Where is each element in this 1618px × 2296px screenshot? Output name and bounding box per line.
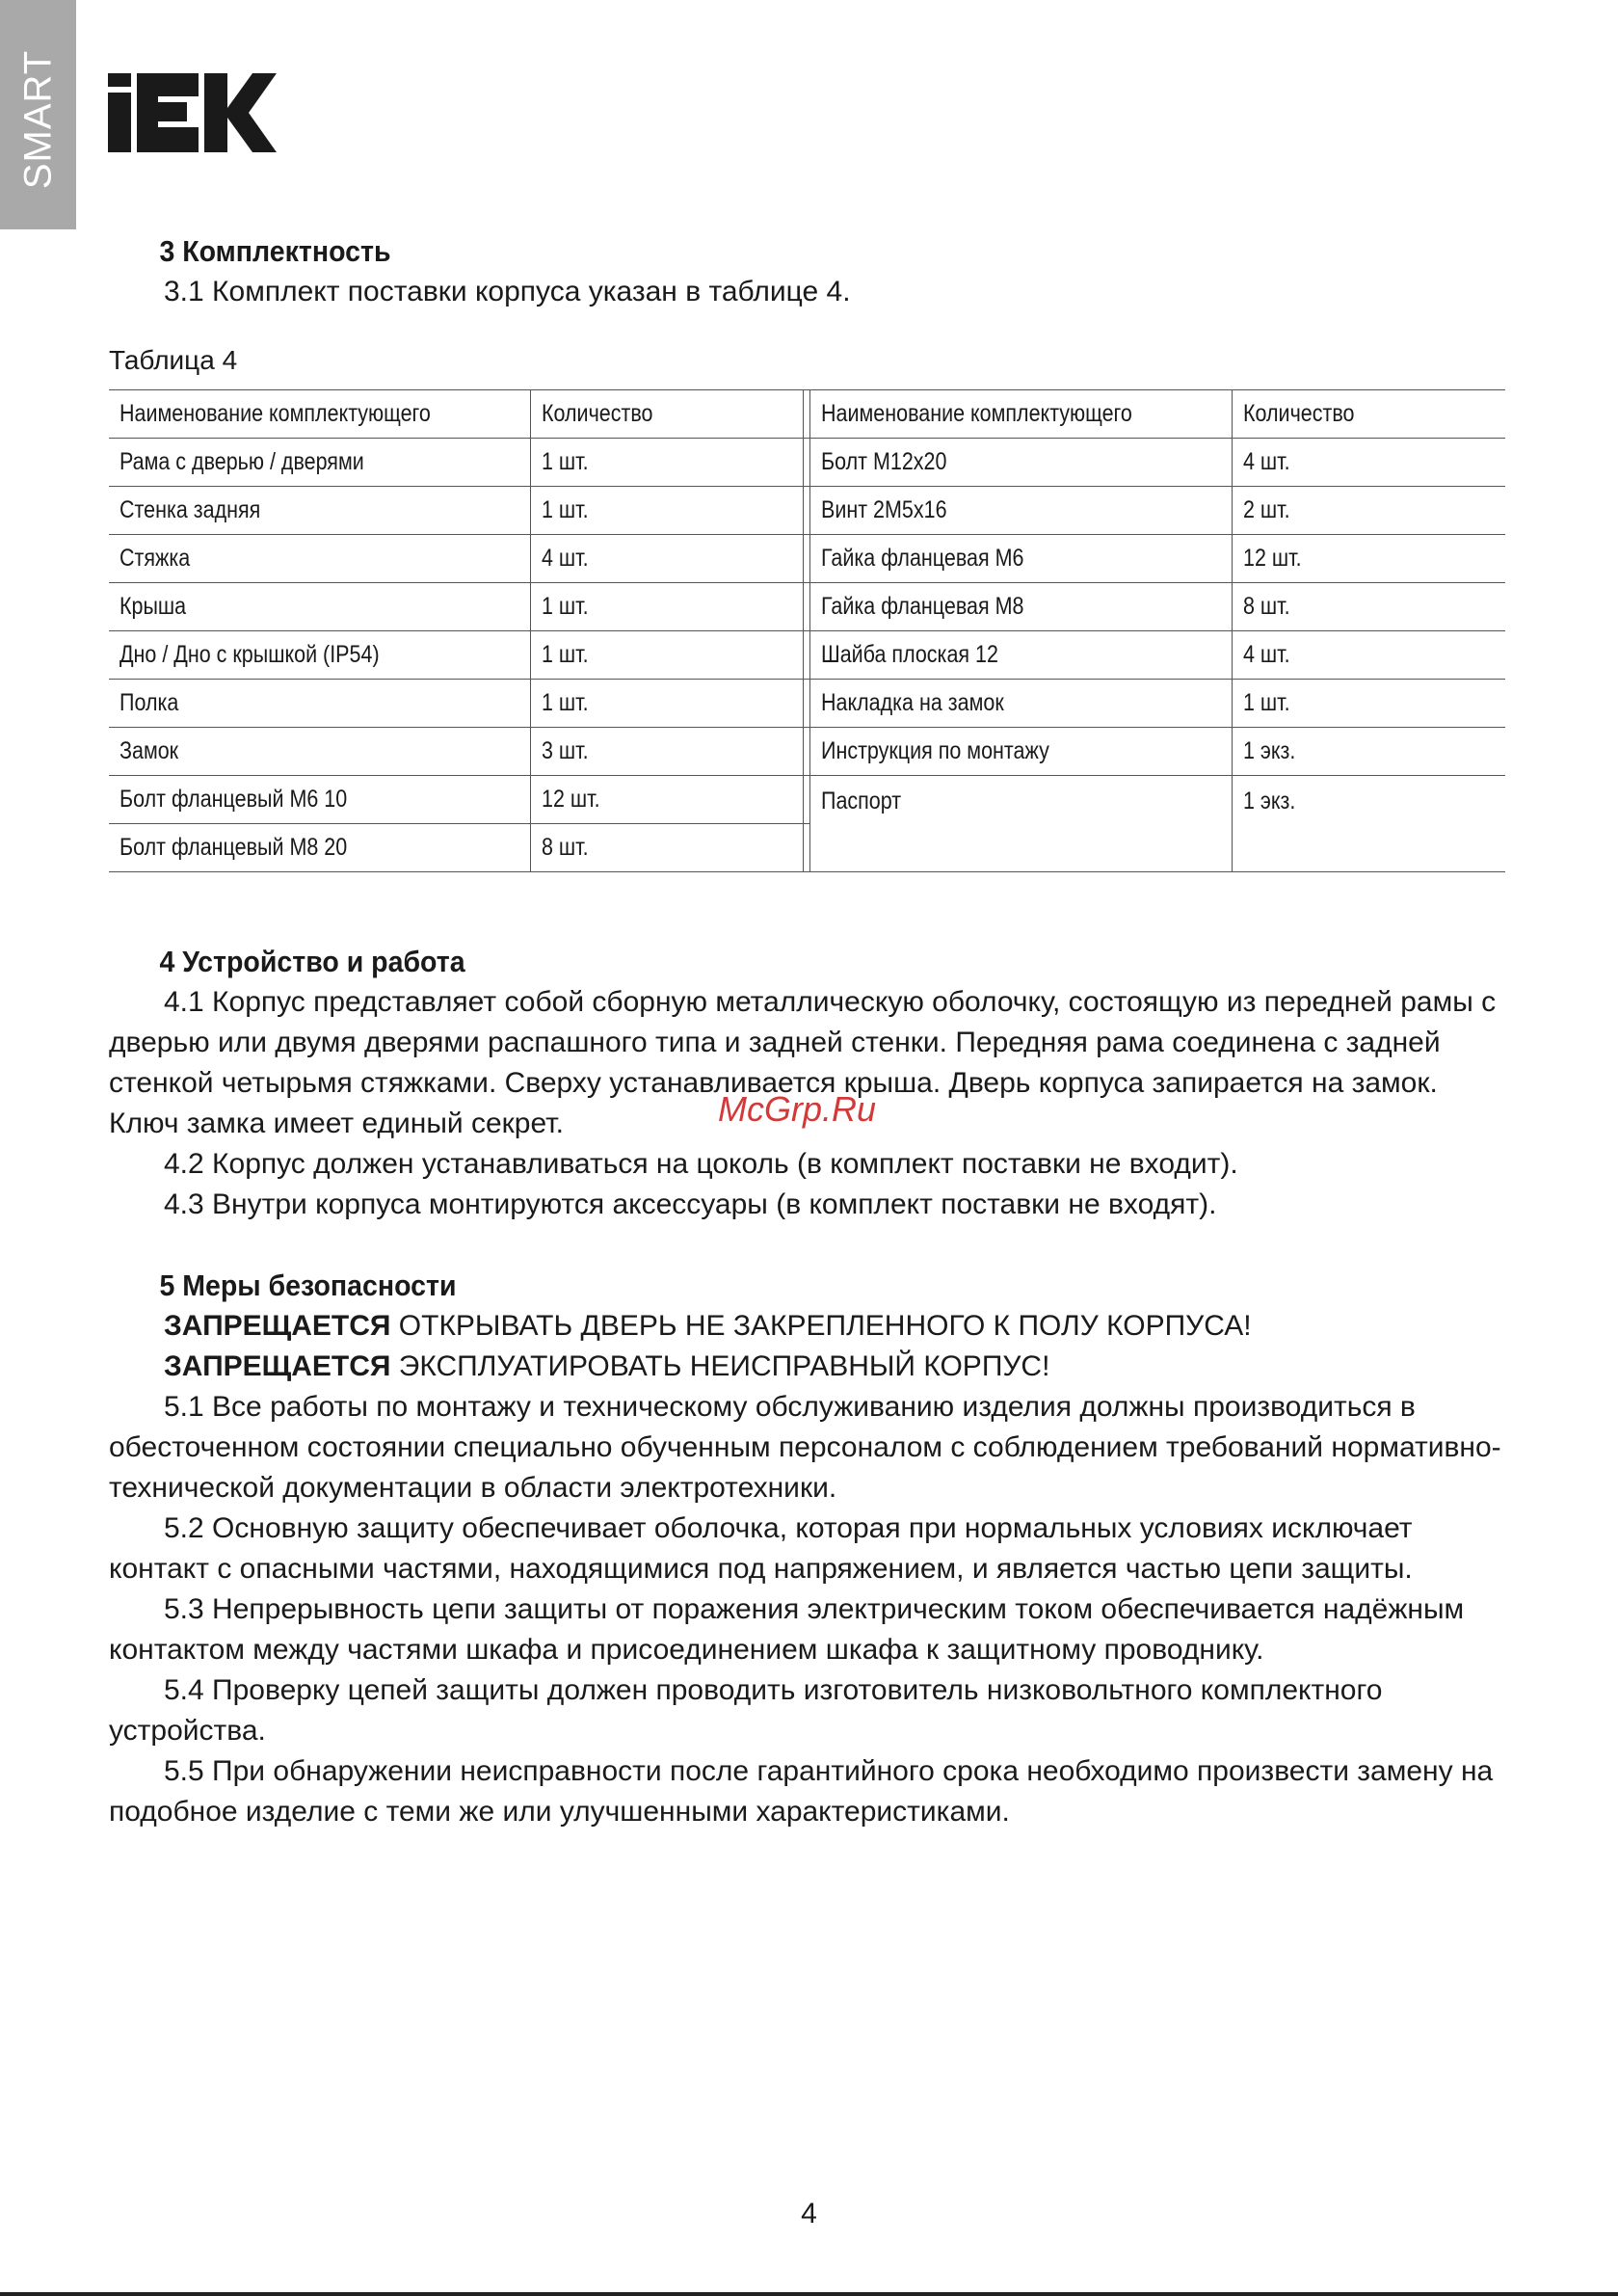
right-item-qty: 1 экз. (1243, 737, 1296, 764)
right-item-name: Гайка фланцевая М6 (821, 545, 1024, 572)
right-item-name: Шайба плоская 12 (821, 641, 999, 668)
table-caption: Таблица 4 (109, 345, 238, 375)
header-left-qty: Количество (541, 400, 653, 427)
iek-logo (108, 73, 277, 157)
page-number: 4 (801, 2198, 817, 2229)
header-right-qty: Количество (1243, 400, 1355, 427)
section-5-paragraph-5: 5.5 При обнаружении неисправности после гарантийного срока необходимо произвести замену на подобное изделие с теми же или улучшенными характеристиками. (109, 1755, 1494, 1828)
right-item-qty: 2 шт. (1243, 496, 1290, 523)
right-item-name: Паспорт (821, 788, 902, 814)
left-item-qty: 1 шт. (541, 641, 589, 668)
right-item-qty: 1 экз. (1243, 788, 1296, 814)
side-tab-label: SMART (16, 49, 60, 190)
left-item-qty: 4 шт. (541, 545, 589, 572)
warning-1-text: ОТКРЫВАТЬ ДВЕРЬ НЕ ЗАКРЕПЛЕННОГО К ПОЛУ КОРПУСА! (390, 1310, 1252, 1342)
section-5-paragraph-3: 5.3 Непрерывность цепи защиты от поражения электрическим током обеспечивается надёжным контактом между частями шкафа и присоединением шкафа к защитному проводнику. (109, 1593, 1465, 1666)
right-item-qty: 4 шт. (1243, 448, 1290, 475)
right-item-name: Накладка на замок (821, 689, 1005, 716)
right-item-name: Гайка фланцевая М8 (821, 593, 1024, 620)
table-row (109, 728, 1505, 776)
left-item-name: Стенка задняя (119, 496, 261, 523)
section-5-paragraph-1: 5.1 Все работы по монтажу и техническому обслуживанию изделия должны производиться в обесточенном состоянии специально обученным персоналом с соблюдением требований нормативно-технической документации в области электротехники. (109, 1391, 1501, 1504)
section-3-paragraph-1: 3.1 Комплект поставки корпуса указан в таблице 4. (164, 276, 851, 307)
right-item-qty: 4 шт. (1243, 641, 1290, 668)
section-5-paragraph-2: 5.2 Основную защиту обеспечивает оболочка, которая при нормальных условиях исключает контакт с опасными частями, находящимися под напряжением, и является частью цепи защиты. (109, 1512, 1413, 1585)
left-item-name: Полка (119, 689, 179, 716)
section-4-title: 4 Устройство и работа (159, 945, 465, 978)
left-item-name: Рама с дверью / дверями (119, 448, 364, 475)
right-item-name: Инструкция по монтажу (821, 737, 1050, 764)
table-row (109, 583, 1505, 631)
table-row (109, 776, 1505, 824)
right-item-qty: 12 шт. (1243, 545, 1302, 572)
iek-logo-mark (108, 73, 277, 152)
left-item-qty: 1 шт. (541, 448, 589, 475)
left-item-qty: 1 шт. (541, 689, 589, 716)
left-item-name: Болт фланцевый М6 10 (119, 786, 348, 813)
section-3-title: 3 Комплектность (159, 234, 391, 268)
left-item-name: Крыша (119, 593, 187, 620)
section-5-title: 5 Меры безопасности (159, 1268, 457, 1302)
warning-1 (109, 1306, 1506, 1347)
right-item-name: Винт 2M5x16 (821, 496, 948, 523)
warning-2-bold: ЗАПРЕЩАЕТСЯ (164, 1350, 391, 1382)
bottom-rule (0, 2292, 1618, 2296)
table-row (109, 680, 1505, 728)
right-item-qty: 8 шт. (1243, 593, 1290, 620)
left-item-qty: 1 шт. (541, 593, 589, 620)
right-item-name: Болт M12x20 (821, 448, 947, 475)
side-tab (0, 0, 76, 229)
left-item-qty: 12 шт. (541, 786, 600, 813)
section-4-paragraph-1: 4.1 Корпус представляет собой сборную металлическую оболочку, состоящую из передней рамы с дверью или двумя дверями распашного типа и задней стенки. Передняя рама соединена с задней стенкой четырьмя стяжками. Сверху устанавливается крыша. Дверь корпуса запирается на замок. Ключ замка имеет единый секрет. (109, 986, 1497, 1139)
table-row (109, 535, 1505, 583)
warning-2-text: ЭКСПЛУАТИРОВАТЬ НЕИСПРАВНЫЙ КОРПУС! (390, 1350, 1050, 1382)
left-item-qty: 3 шт. (541, 737, 589, 764)
table-row (109, 439, 1505, 487)
right-item-qty: 1 шт. (1243, 689, 1290, 716)
watermark: McGrp.Ru (718, 1089, 877, 1129)
page-content (109, 231, 1506, 1832)
table-row (109, 487, 1505, 535)
left-item-name: Стяжка (119, 545, 191, 572)
section-5-paragraph-4: 5.4 Проверку цепей защиты должен проводить изготовитель низковольтного комплектного устройства. (109, 1674, 1383, 1747)
header-right-name: Наименование комплектующего (821, 400, 1133, 427)
components-table (109, 389, 1505, 872)
table-row (109, 631, 1505, 680)
section-4-paragraph-2: 4.2 Корпус должен устанавливаться на цоколь (в комплект поставки не входит). (164, 1148, 1238, 1180)
left-item-name: Дно / Дно с крышкой (IP54) (119, 641, 380, 668)
left-item-qty: 8 шт. (541, 834, 589, 861)
left-item-qty: 1 шт. (541, 496, 589, 523)
section-4-paragraph-3: 4.3 Внутри корпуса монтируются аксессуары (в комплект поставки не входят). (164, 1188, 1217, 1220)
warning-1-bold: ЗАПРЕЩАЕТСЯ (164, 1310, 391, 1342)
header-left-name: Наименование комплектующего (119, 400, 431, 427)
warning-2 (109, 1347, 1506, 1387)
left-item-name: Замок (119, 737, 179, 764)
left-item-name: Болт фланцевый М8 20 (119, 834, 348, 861)
table-header-row (109, 390, 1505, 439)
